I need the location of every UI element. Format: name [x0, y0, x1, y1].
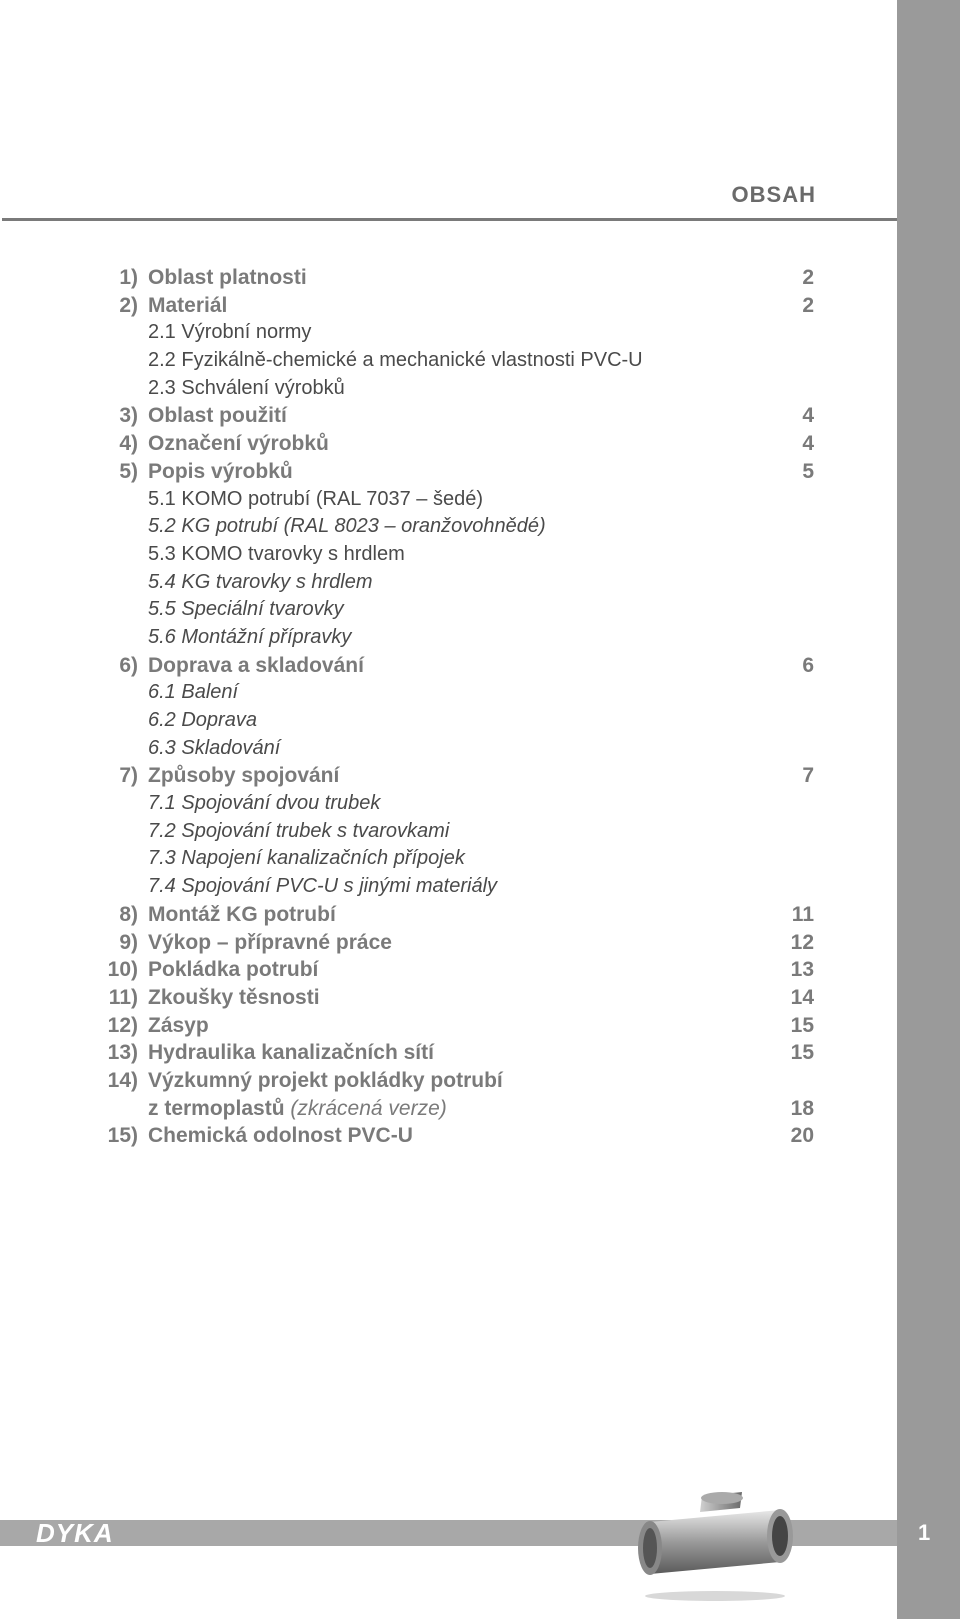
toc-section-label [148, 402, 287, 430]
toc-page-number: 13 [790, 958, 814, 982]
toc-row [0, 873, 820, 901]
toc-subsection: 7.4 Spojování PVC-U s jinými materiály [148, 875, 498, 898]
toc-section-text: Hydraulika kanalizačních sítí [148, 1041, 434, 1065]
toc-subsection: 6.2 Doprava [148, 709, 257, 731]
toc-section-text: Výkop – přípravné práce [148, 930, 392, 954]
toc-page-number: 15 [790, 1013, 814, 1037]
toc-section-label [148, 458, 293, 486]
toc-page-number: 18 [790, 1096, 814, 1120]
page-title: OBSAH [731, 182, 816, 207]
toc-row [0, 762, 820, 790]
toc-section-label [148, 1067, 503, 1095]
toc-page-number: 20 [790, 1124, 814, 1148]
toc-row [0, 956, 820, 984]
toc-row [0, 292, 820, 320]
toc-section-text: Výzkumný projekt pokládky potrubí [148, 1068, 503, 1092]
toc-row [0, 707, 820, 735]
toc-section-text: Zkoušky těsnosti [148, 985, 320, 1009]
toc-page-number: 4 [802, 432, 814, 456]
toc-row [0, 458, 820, 486]
toc-section-label [148, 1095, 447, 1123]
toc-subsection: 7.1 Spojování dvou trubek [148, 792, 381, 815]
toc-section-label [148, 264, 307, 292]
toc-page-number: 11 [791, 902, 814, 926]
toc-row [0, 624, 820, 652]
toc-section-text: Způsoby spojování [148, 764, 340, 788]
toc-section-label [148, 1122, 413, 1150]
toc-section-text: Montáž KG potrubí [148, 902, 336, 926]
toc-number: 12) [107, 1013, 138, 1037]
page-number: 1 [918, 1520, 931, 1545]
toc-section-text: Popis výrobků [148, 459, 293, 483]
toc-row [0, 1067, 820, 1095]
toc-number: 2) [119, 293, 138, 317]
toc-row [0, 984, 820, 1012]
toc-section-text: Oblast použití [148, 404, 287, 428]
toc-section-text: Zásyp [148, 1013, 209, 1037]
toc-section-label [148, 901, 336, 929]
toc-subsection: 6.3 Skladování [148, 736, 281, 759]
toc-subsection: 5.3 KOMO tvarovky s hrdlem [148, 542, 405, 565]
toc-row [0, 679, 820, 707]
toc-section-text: Pokládka potrubí [148, 958, 319, 982]
toc-number: 4) [119, 432, 138, 456]
toc-number: 1) [119, 266, 138, 289]
toc-section-label [148, 762, 339, 790]
toc-page-number: 2 [802, 266, 814, 289]
toc-subsection: 5.1 KOMO potrubí (RAL 7037 – šedé) [148, 487, 483, 510]
toc-row [0, 402, 820, 430]
toc-section-label [148, 292, 227, 320]
toc-number: 15) [107, 1124, 138, 1148]
toc-subsection: 2.1 Výrobní normy [148, 321, 312, 344]
toc-section-text: Oblast platnosti [148, 266, 307, 289]
toc-section-label [148, 984, 320, 1012]
toc-row [0, 652, 820, 680]
toc-number: 10) [107, 958, 138, 982]
toc-page-number: 12 [790, 930, 814, 954]
toc-number: 3) [119, 404, 138, 428]
toc-page-number: 6 [802, 653, 814, 677]
toc-subsection: 2.2 Fyzikálně-chemické a mechanické vlastnosti PVC-U [148, 349, 643, 372]
toc-section-text: Doprava a skladování [148, 653, 364, 677]
toc-section-label [148, 929, 392, 957]
toc-row [0, 1012, 820, 1040]
toc-row [0, 319, 820, 347]
toc-subsection: 5.2 KG potrubí (RAL 8023 – oranžovohnědé) [148, 515, 546, 538]
toc-section-text: Chemická odolnost PVC-U [148, 1124, 413, 1148]
toc-row [0, 347, 820, 375]
toc-page-number: 14 [790, 985, 814, 1009]
toc-row [0, 430, 820, 458]
toc-row [0, 596, 820, 624]
side-stripe [897, 0, 960, 1619]
toc-number: 6) [119, 653, 138, 677]
toc-row [0, 486, 820, 514]
toc-page-number: 15 [790, 1041, 814, 1065]
toc-subsection: 7.2 Spojování trubek s tvarovkami [148, 819, 450, 842]
toc-subsection: 5.6 Montážní přípravky [148, 625, 352, 648]
toc-row [0, 818, 820, 846]
title-divider [2, 218, 897, 221]
toc-row [0, 790, 820, 818]
toc-row [0, 375, 820, 403]
toc-page-number: 2 [802, 293, 814, 317]
toc-number: 7) [119, 764, 138, 788]
toc-number: 13) [107, 1041, 138, 1065]
toc-section-text: z termoplastů [148, 1096, 285, 1120]
toc-subsection: 7.3 Napojení kanalizačních přípojek [148, 847, 465, 870]
toc-row [0, 513, 820, 541]
toc-section-label [148, 1039, 434, 1067]
toc-section-label [148, 956, 318, 984]
toc-row [0, 541, 820, 569]
toc-page-number: 4 [802, 404, 814, 428]
table-of-contents [0, 264, 820, 1150]
toc-row [0, 735, 820, 763]
toc-section-label [148, 652, 364, 680]
toc-number: 8) [119, 902, 138, 926]
toc-row [0, 264, 820, 292]
toc-page-number: 5 [802, 459, 814, 483]
pipe-fitting-image [630, 1492, 800, 1602]
toc-number: 14) [107, 1068, 138, 1092]
dyka-logo: DYKA [36, 1518, 114, 1548]
toc-subsection: 6.1 Balení [148, 681, 239, 704]
toc-section-label [148, 430, 329, 458]
toc-subsection: 2.3 Schválení výrobků [148, 376, 345, 399]
toc-subsection: 5.4 KG tvarovky s hrdlem [148, 570, 373, 593]
toc-row [0, 1095, 820, 1123]
toc-row [0, 901, 820, 929]
toc-section-text: Materiál [148, 293, 228, 317]
toc-row [0, 845, 820, 873]
toc-section-suffix: (zkrácená verze) [284, 1096, 447, 1120]
toc-section-text: Označení výrobků [148, 432, 329, 456]
toc-row [0, 1039, 820, 1067]
toc-row [0, 1122, 820, 1150]
toc-number: 11) [108, 985, 138, 1009]
toc-number: 9) [119, 930, 138, 954]
toc-number: 5) [119, 459, 138, 483]
toc-page-number: 7 [802, 764, 814, 788]
toc-row [0, 569, 820, 597]
toc-subsection: 5.5 Speciální tvarovky [148, 598, 344, 621]
toc-section-label [148, 1012, 209, 1040]
toc-row [0, 929, 820, 957]
